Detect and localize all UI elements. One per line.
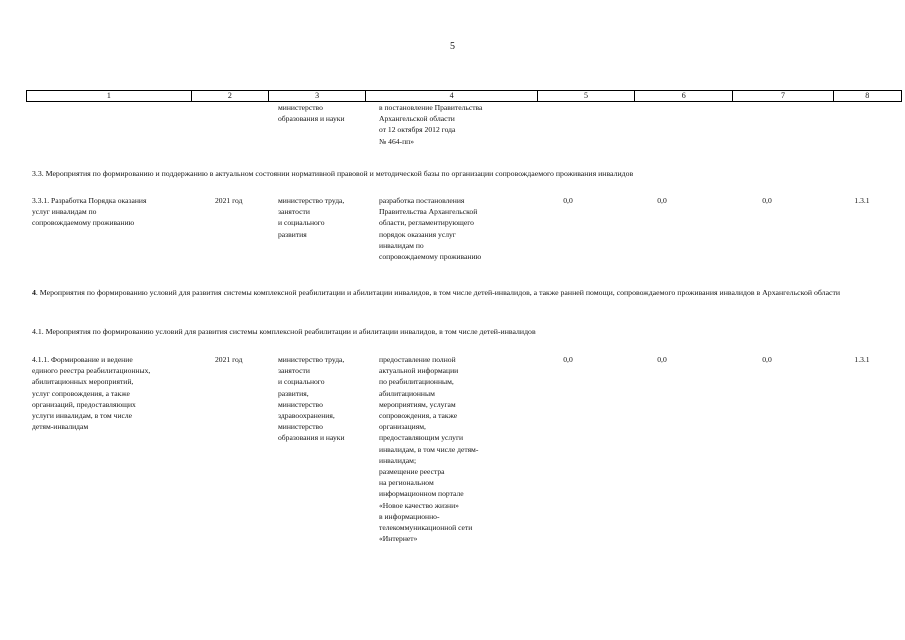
section-4-number: 4 [32, 288, 36, 297]
row-year: 2021 год [215, 196, 243, 205]
row-result: разработка постановления Правительства Архангельской области, регламентирующего порядок оказания услуг инвалидам по сопровождаемому проживанию [379, 196, 482, 262]
header-col-5: 5 [538, 91, 635, 101]
section-4-text: . Мероприятия по формированию условий для развития системы комплексной реабилитации и абилитации инвалидов, в том числе детей-инвалидов, а также ранней помощи, сопровождаемого проживания инвалидов в Архангельской области [35, 288, 841, 297]
row-name: 4.1.1. Формирование и ведение единого реестра реабилитационных, абилитационных мероприятий, услуг сопровождения, а также организаций, предоставляющих услуги инвалидам, в том числе детям-инвалидам [32, 355, 151, 432]
row-executor: министерство труда, занятости и социального развития [278, 196, 345, 239]
row-year: 2021 год [215, 355, 243, 364]
row-value-col8: 1.3.1 [854, 196, 870, 205]
row-value-col6: 0,0 [657, 355, 667, 364]
row-value-col8: 1.3.1 [854, 355, 870, 364]
section-heading-3-3: 3.3. Мероприятия по формированию и поддержанию в актуальном состоянии нормативной правовой и методической базы по организации сопровождаемого проживания инвалидов [32, 169, 634, 178]
header-col-3: 3 [269, 91, 366, 101]
row-value-col5: 0,0 [563, 196, 573, 205]
row-result: предоставление полной актуальной информации по реабилитационным, абилитационным мероприятиям, услугам сопровождения, а также организациям, предоставляющим услуги инвалидам, в том числе детям- инвалидам; размещение реестра на региональном информационном портале «Новое качество жизни» в информационно- телекоммуникационной сети «Интернет» [379, 355, 479, 544]
row-value-col7: 0,0 [762, 196, 772, 205]
row-executor: министерство труда, занятости и социального развития, министерство здравоохранения, министерство образования и науки [278, 355, 345, 443]
section-heading-4 [32, 287, 896, 298]
continuation-result: в постановление Правительства Архангельской области от 12 октября 2012 года № 464-пп» [379, 103, 483, 146]
header-col-7: 7 [733, 91, 833, 101]
header-col-2: 2 [192, 91, 269, 101]
page-number: 5 [450, 41, 455, 52]
header-col-8: 8 [865, 91, 870, 100]
continuation-executor: министерство образования и науки [278, 103, 345, 124]
header-col-1: 1 [27, 91, 192, 101]
header-col-6: 6 [635, 91, 733, 101]
header-col-4: 4 [366, 91, 538, 101]
row-name: 3.3.1. Разработка Порядка оказания услуг инвалидам по сопровождаемому проживанию [32, 196, 147, 228]
section-heading-4-1: 4.1. Мероприятия по формированию условий для развития системы комплексной реабилитации и абилитации инвалидов, в том числе детей-инвалидов [32, 327, 536, 336]
row-value-col7: 0,0 [762, 355, 772, 364]
table-header-row [26, 90, 902, 102]
row-value-col5: 0,0 [563, 355, 573, 364]
row-value-col6: 0,0 [657, 196, 667, 205]
